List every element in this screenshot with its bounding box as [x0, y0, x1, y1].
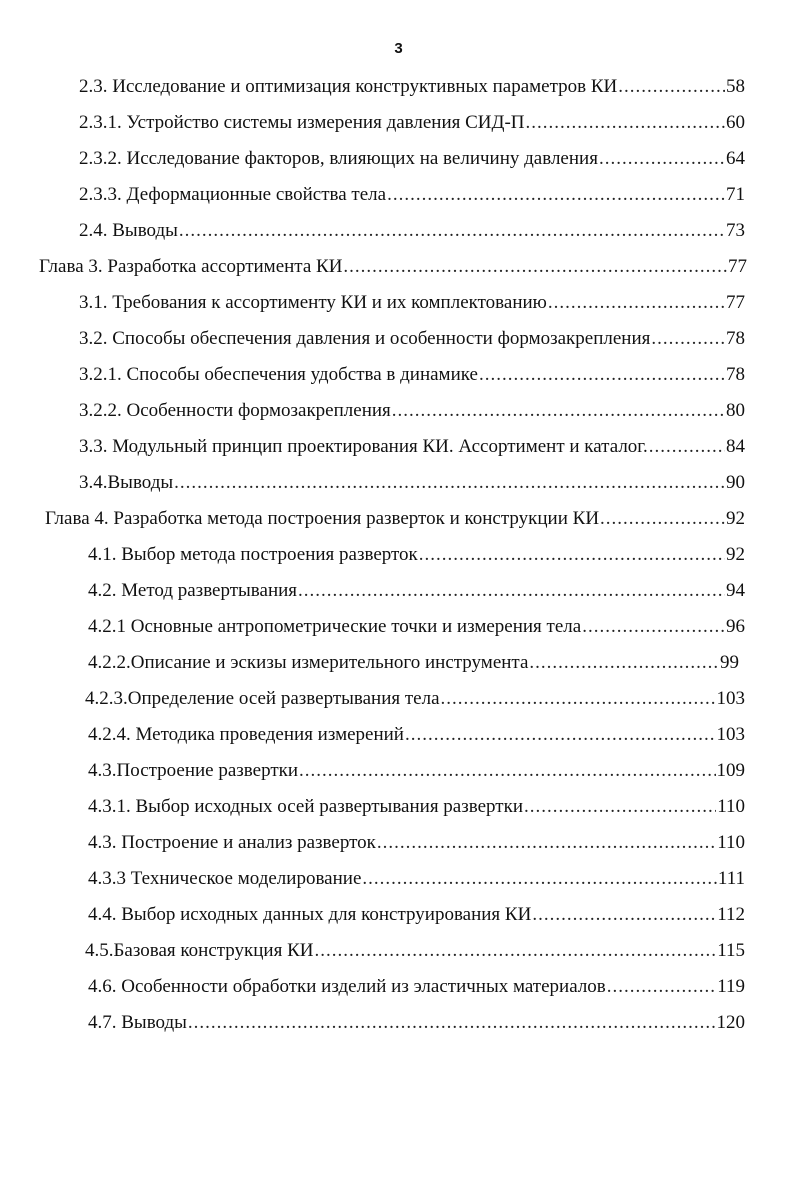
toc-entry-title: 4.2. Метод развертывания: [88, 580, 298, 601]
toc-entry-title: 4.6. Особенности обработки изделий из эластичных материалов: [88, 976, 606, 997]
dot-leader: [532, 897, 716, 933]
toc-entry: [88, 1005, 745, 1041]
dot-leader: [405, 717, 716, 753]
toc-entry-title: 3.3. Модульный принцип проектирования КИ. Ассортимент и каталог.: [79, 436, 648, 457]
toc-entry-page: 78: [726, 328, 745, 349]
toc-entry-title: 2.4. Выводы: [79, 220, 178, 241]
toc-entry-page: 115: [717, 940, 745, 961]
dot-leader: [299, 753, 715, 789]
toc-entry-title: 3.2.1. Способы обеспечения удобства в динамике: [79, 364, 478, 385]
toc-entry-page: 96: [726, 616, 745, 637]
dot-leader: [392, 393, 725, 429]
dot-leader: [548, 285, 725, 321]
toc-entry: [79, 177, 745, 213]
toc-entry: [88, 861, 745, 897]
toc-entry-title: 4.2.1 Основные антропометрические точки и измерения тела: [88, 616, 582, 637]
toc-entry: [79, 393, 745, 429]
toc-entry-page: 78: [726, 364, 745, 385]
toc-entry-title: 4.2.2.Описание и эскизы измерительного инструмента: [88, 652, 529, 673]
toc-entry-page: 58: [726, 76, 745, 97]
dot-leader: [599, 141, 725, 177]
toc-chapter-entry: [39, 249, 747, 285]
toc-entry-title: 4.2.3.Определение осей развертывания тела: [85, 688, 440, 709]
dot-leader: [651, 321, 725, 357]
toc-entry: [88, 897, 745, 933]
dot-leader: [582, 609, 725, 645]
toc-entry: [79, 285, 745, 321]
dot-leader: [607, 969, 716, 1005]
toc-entry-page: 73: [726, 220, 745, 241]
toc-entry-page: 60: [726, 112, 745, 133]
dot-leader: [387, 177, 725, 213]
toc-entry-page: 103: [716, 688, 745, 709]
toc-entry-title: 4.7. Выводы: [88, 1012, 187, 1033]
toc-entry-page: 111: [717, 868, 745, 889]
toc-chapter-entry: [45, 501, 745, 537]
toc-entry-page: 119: [717, 976, 745, 997]
toc-entry-page: 103: [716, 724, 745, 745]
dot-leader: [419, 537, 725, 573]
toc-entry: [88, 609, 745, 645]
toc-entry-title: 3.1. Требования к ассортименту КИ и их комплектованию: [79, 292, 547, 313]
toc-entry-page: 120: [716, 1012, 745, 1033]
toc-entry: [85, 681, 745, 717]
toc-entry-page: 77: [728, 256, 747, 277]
toc-entry-page: 109: [716, 760, 745, 781]
dot-leader: [314, 933, 716, 969]
dot-leader: [174, 465, 725, 501]
toc-entry: [79, 69, 745, 105]
toc-entry: [79, 321, 745, 357]
dot-leader: [179, 213, 725, 249]
toc-entry-title: Глава 3. Разработка ассортимента КИ: [39, 256, 343, 277]
toc-entry-title: 4.1. Выбор метода построения разверток: [88, 544, 418, 565]
toc-entry-page: 84: [726, 436, 745, 457]
dot-leader: [526, 105, 725, 141]
toc-entry-page: 112: [717, 904, 745, 925]
toc-entry-page: 64: [726, 148, 745, 169]
toc-entry-title: Глава 4. Разработка метода построения разверток и конструкции КИ: [45, 508, 600, 529]
toc-entry-title: 3.2. Способы обеспечения давления и особенности формозакрепления: [79, 328, 651, 349]
toc-entry-page: 90: [726, 472, 745, 493]
toc-entry-title: 3.4.Выводы: [79, 472, 174, 493]
toc-entry: [79, 357, 745, 393]
dot-leader: [343, 249, 727, 285]
toc-entry: [88, 717, 745, 753]
toc-entry-title: 2.3. Исследование и оптимизация конструктивных параметров КИ: [79, 76, 618, 97]
toc-entry-title: 4.3.3 Техническое моделирование: [88, 868, 362, 889]
toc-entry-title: 4.5.Базовая конструкция КИ: [85, 940, 314, 961]
toc-entry-page: 77: [726, 292, 745, 313]
toc-entry-title: 4.3.Построение развертки: [88, 760, 299, 781]
dot-leader: [377, 825, 716, 861]
dot-leader: [298, 573, 725, 609]
toc-entry: [88, 789, 745, 825]
dot-leader: [600, 501, 725, 537]
toc-entry: [88, 573, 745, 609]
toc-entry-title: 4.2.4. Методика проведения измерений: [88, 724, 404, 745]
toc-entry-title: 4.3. Построение и анализ разверток: [88, 832, 376, 853]
dot-leader: [441, 681, 716, 717]
toc-entry-title: 2.3.2. Исследование факторов, влияющих на величину давления: [79, 148, 598, 169]
toc-entry: [88, 825, 745, 861]
toc-entry-page: 94: [726, 580, 745, 601]
toc-entry-page: 92: [726, 544, 745, 565]
toc-entry: [79, 213, 745, 249]
toc-entry-page: 99: [720, 652, 739, 673]
dot-leader: [618, 69, 725, 105]
dot-leader: [524, 789, 716, 825]
dot-leader: [479, 357, 725, 393]
toc-entry-title: 3.2.2. Особенности формозакрепления: [79, 400, 391, 421]
toc-entry-title: 2.3.1. Устройство системы измерения давления СИД-П: [79, 112, 525, 133]
toc-entry-title: 4.3.1. Выбор исходных осей развертывания развертки: [88, 796, 523, 817]
toc-entry: [85, 933, 745, 969]
toc-entry-page: 110: [717, 796, 745, 817]
toc-entry: [79, 141, 745, 177]
toc-entry: [79, 105, 745, 141]
toc-entry-page: 110: [717, 832, 745, 853]
toc-entry-page: 92: [726, 508, 745, 529]
dot-leader: [188, 1005, 716, 1041]
toc-entry-title: 2.3.3. Деформационные свойства тела: [79, 184, 387, 205]
dot-leader: [649, 429, 725, 465]
toc-entry: [88, 645, 739, 681]
toc-entry: [79, 429, 745, 465]
toc-entry-title: 4.4. Выбор исходных данных для конструирования КИ: [88, 904, 532, 925]
toc-entry-page: 80: [726, 400, 745, 421]
toc-entry: [88, 537, 745, 573]
page-number: 3: [394, 40, 403, 57]
dot-leader: [529, 645, 719, 681]
toc-entry: [88, 969, 745, 1005]
toc-entry: [79, 465, 745, 501]
toc-entry: [88, 753, 745, 789]
dot-leader: [362, 861, 717, 897]
toc-entry-page: 71: [726, 184, 745, 205]
